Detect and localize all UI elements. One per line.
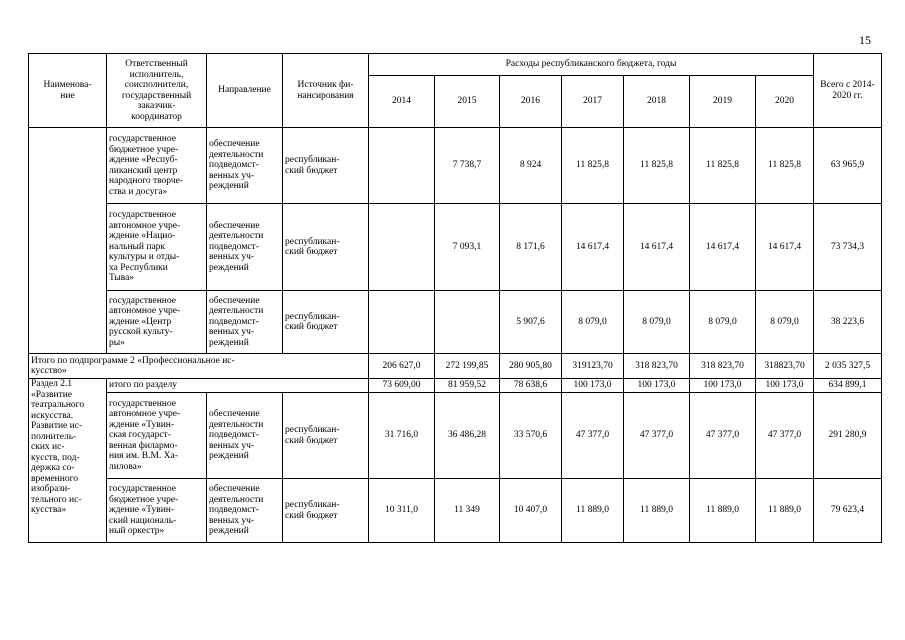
value-cell: 8 924 — [500, 128, 562, 204]
value-cell: 31 716,0 — [369, 393, 435, 479]
page-number: 15 — [859, 33, 871, 47]
header-year: 2015 — [435, 76, 500, 128]
responsible-cell: государственное автономное учре- ждение «Центр русской культу- ры» — [107, 291, 207, 354]
responsible-cell: государственное бюджетное учре- ждение «Тувин- ский националь- ный оркестр» — [107, 479, 207, 543]
value-cell: 10 311,0 — [369, 479, 435, 543]
subtotal-value: 318823,70 — [756, 354, 814, 379]
header-year: 2017 — [562, 76, 624, 128]
value-cell: 11 825,8 — [562, 128, 624, 204]
section-total-row — [29, 379, 882, 393]
value-cell: 8 079,0 — [562, 291, 624, 354]
total-cell: 38 223,6 — [814, 291, 882, 354]
value-cell — [369, 291, 435, 354]
section-total-value: 100 173,0 — [624, 379, 690, 393]
header-name: Наименова- ние — [29, 54, 107, 128]
section-total-total: 634 899,1 — [814, 379, 882, 393]
subtotal-value: 206 627,0 — [369, 354, 435, 379]
direction-cell: обеспечение деятельности подведомст- венных уч- реждений — [207, 291, 283, 354]
subtotal-value: 318 823,70 — [690, 354, 756, 379]
header-year: 2018 — [624, 76, 690, 128]
value-cell: 47 377,0 — [690, 393, 756, 479]
section-name: Раздел 2.1 «Развитие театрального искусства. Развитие ис- полнитель- ских ис- кусств, под- держка со- временного изобрази- тельного ис- кусства» — [29, 379, 107, 543]
direction-cell: обеспечение деятельности подведомст- венных уч- реждений — [207, 393, 283, 479]
value-cell: 47 377,0 — [756, 393, 814, 479]
header-year: 2020 — [756, 76, 814, 128]
source-cell: республикан- ский бюджет — [283, 204, 369, 291]
value-cell: 8 079,0 — [690, 291, 756, 354]
source-cell: республикан- ский бюджет — [283, 291, 369, 354]
value-cell: 33 570,6 — [500, 393, 562, 479]
value-cell: 14 617,4 — [562, 204, 624, 291]
table-row — [29, 291, 882, 354]
header-expenses: Расходы республиканского бюджета, годы — [369, 54, 814, 76]
value-cell: 36 486,28 — [435, 393, 500, 479]
value-cell — [435, 291, 500, 354]
value-cell: 11 825,8 — [756, 128, 814, 204]
value-cell: 7 093,1 — [435, 204, 500, 291]
value-cell: 11 349 — [435, 479, 500, 543]
section-total-label: итого по разделу — [107, 379, 369, 393]
value-cell: 8 079,0 — [756, 291, 814, 354]
value-cell: 11 889,0 — [624, 479, 690, 543]
table-row — [29, 128, 882, 204]
value-cell: 5 907,6 — [500, 291, 562, 354]
value-cell: 11 889,0 — [562, 479, 624, 543]
total-cell: 291 280,9 — [814, 393, 882, 479]
header-year: 2019 — [690, 76, 756, 128]
value-cell: 11 825,8 — [690, 128, 756, 204]
header-direction: Направление — [207, 54, 283, 128]
source-cell: республикан- ский бюджет — [283, 128, 369, 204]
responsible-cell: государственное автономное учре- ждение «Тувин- ская государст- венная филармо- ния им. В.М. Ха- лилова» — [107, 393, 207, 479]
section-total-value: 100 173,0 — [690, 379, 756, 393]
value-cell: 11 889,0 — [690, 479, 756, 543]
header-year: 2014 — [369, 76, 435, 128]
value-cell: 10 407,0 — [500, 479, 562, 543]
direction-cell: обеспечение деятельности подведомст- венных уч- реждений — [207, 204, 283, 291]
responsible-cell: государственное автономное учре- ждение «Нацио- нальный парк культуры и отды- ха Республики Тыва» — [107, 204, 207, 291]
header-row — [29, 54, 882, 76]
name-cell-empty — [29, 128, 107, 354]
value-cell: 11 825,8 — [624, 128, 690, 204]
section-total-value: 100 173,0 — [562, 379, 624, 393]
total-cell: 79 623,4 — [814, 479, 882, 543]
total-cell: 73 734,3 — [814, 204, 882, 291]
table-row — [29, 479, 882, 543]
value-cell: 47 377,0 — [624, 393, 690, 479]
value-cell — [369, 128, 435, 204]
table-row — [29, 204, 882, 291]
source-cell: республикан- ский бюджет — [283, 393, 369, 479]
direction-cell: обеспечение деятельности подведомст- венных уч- реждений — [207, 479, 283, 543]
subtotal-label: Итого по подпрограмме 2 «Профессиональное ис- кусство» — [29, 354, 369, 379]
subtotal-value: 272 199,85 — [435, 354, 500, 379]
subtotal-value: 280 905,80 — [500, 354, 562, 379]
header-responsible: Ответственный исполнитель, соисполнители, государственный заказчик- координатор — [107, 54, 207, 128]
value-cell: 8 171,6 — [500, 204, 562, 291]
value-cell: 14 617,4 — [690, 204, 756, 291]
section-total-value: 78 638,6 — [500, 379, 562, 393]
value-cell: 8 079,0 — [624, 291, 690, 354]
source-cell: республикан- ский бюджет — [283, 479, 369, 543]
total-cell: 63 965,9 — [814, 128, 882, 204]
header-source: Источник фи- нансирования — [283, 54, 369, 128]
responsible-cell: государственное бюджетное учре- ждение «Респуб- ликанский центр народного творче- ства и досуга» — [107, 128, 207, 204]
section-total-value: 100 173,0 — [756, 379, 814, 393]
value-cell: 14 617,4 — [624, 204, 690, 291]
value-cell: 14 617,4 — [756, 204, 814, 291]
value-cell: 7 738,7 — [435, 128, 500, 204]
header-year: 2016 — [500, 76, 562, 128]
budget-table — [28, 53, 882, 543]
section-total-value: 73 609,00 — [369, 379, 435, 393]
value-cell: 11 889,0 — [756, 479, 814, 543]
subtotal-value: 318 823,70 — [624, 354, 690, 379]
value-cell: 47 377,0 — [562, 393, 624, 479]
value-cell — [369, 204, 435, 291]
subtotal-total: 2 035 327,5 — [814, 354, 882, 379]
section-total-value: 81 959,52 — [435, 379, 500, 393]
header-total: Всего с 2014- 2020 гг. — [814, 54, 882, 128]
table-row — [29, 393, 882, 479]
subtotal-row — [29, 354, 882, 379]
direction-cell: обеспечение деятельности подведомст- венных уч- реждений — [207, 128, 283, 204]
subtotal-value: 319123,70 — [562, 354, 624, 379]
